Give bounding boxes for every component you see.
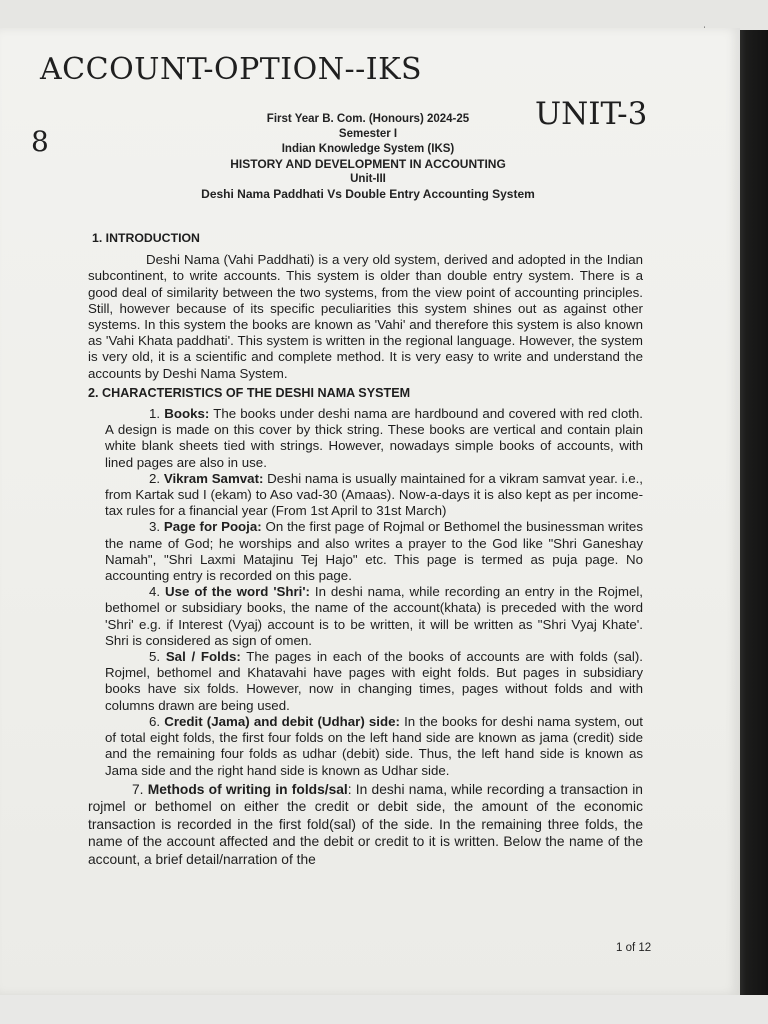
- page-number: 1 of 12: [616, 942, 652, 954]
- item-text: In deshi nama, while recording an entry in the Rojmel, bethomel or subsidiary books, the name of the account(khata) is preceded with the word 'Shri' e.g. if Interest (Vyaj) account is to be written, it will be written as "Shri Vyaj Khate'. Shri is considered as sign of omen.: [105, 584, 643, 648]
- header-semester: Semester I: [338, 128, 398, 140]
- header-course: First Year B. Com. (Honours) 2024-25: [266, 113, 470, 125]
- handwritten-unit: UNIT-3: [535, 96, 648, 132]
- list-item: 1. Books: The books under deshi nama are hardbound and covered with red cloth. A design is made on this cover by thick string. These books are vertical and contain plain white blank sheets tied with strings. However, nowadays simple books of accounts, with lined pages are also in use.: [105, 406, 643, 470]
- corner-mark: ˈ: [703, 26, 707, 37]
- item-label: Credit (Jama) and debit (Udhar) side:: [164, 713, 400, 729]
- list-item: 4. Use of the word 'Shri': In deshi nama, while recording an entry in the Rojmel, bethomel or subsidiary books, the name of the account(khata) is preceded with the word 'Shri' e.g. if Interest (Vyaj) account is to be written, it will be written as "Shri Vyaj Khate'. Shri is considered as sign of omen.: [105, 584, 643, 648]
- header-topic: HISTORY AND DEVELOPMENT IN ACCOUNTING: [230, 157, 506, 171]
- item-label: Page for Pooja:: [163, 519, 262, 535]
- list-item: 2. Vikram Samvat: Deshi nama is usually maintained for a vikram samvat year. i.e., from Kartak sud I (ekam) to Aso vad-30 (Amaas). Now-a-days it is also kept as per income-tax rules for a financial year (From 1st April to 31st March): [105, 470, 644, 519]
- header-unit: Unit-III: [350, 173, 386, 185]
- document-header: [150, 112, 586, 202]
- introduction-paragraph: Deshi Nama (Vahi Paddhati) is a very old system, derived and adopted in the Indian subcontinent, to write accounts. This system is older than double entry system. There is a good deal of similarity between the two systems, from the view point of accounting principles. Still, however because of its specific peculiarities this system shines out as against other systems. In this system the books are known as 'Vahi' and therefore this system is also known as 'Vahi Khata paddhati'. This system is written in the regional language. However, the system is very old, it is a scientific and complete method. It is very easy to write and understand the accounts by Deshi Nama System.: [88, 252, 643, 381]
- background-bottom: [0, 995, 768, 1024]
- item-text: The pages in each of the books of accounts are with folds (sal). Rojmel, bethomel and Khatavahi have pages with eight folds. But pages in subsidiary books have six folds. However, now in changing times, pages without folds and with columns drawn are being used.: [105, 649, 643, 713]
- item-text: On the first page of Rojmal or Bethomel the businessman writes the name of God; he worships and also writes a prayer to the God like "Shri Ganeshay Namah", "Shri Laxmi Matajinu Tej Hajo" etc. This page is termed as puja page. No accounting entry is recorded on this page.: [105, 519, 643, 584]
- item-text: The books under deshi nama are hardbound and covered with red cloth. A design is made on this cover by thick string. These books are vertical and contain plain white blank sheets tied with strings. However, nowadays simple books of accounts, with lined pages are also in use.: [105, 406, 643, 470]
- item-text: : In deshi nama, while recording a transaction in rojmel or bethomel on either the credit or debit side, the amount of the economic transaction is recorded in the first fold(sal) of the side. In the remaining three folds, the name of the account affected and the debit or credit to it is written. Below the name of the account, a brief detail/narration of the: [88, 781, 643, 867]
- list-item: 7. Methods of writing in folds/sal: In deshi nama, while recording a transaction in rojmel or bethomel on either the credit or debit side, the amount of the economic transaction is recorded in the first fold(sal) of the side. In the remaining three folds, the name of the account affected and the debit or credit to it is written. Below the name of the account, a brief detail/narration of the: [88, 781, 643, 867]
- handwritten-number: 8: [31, 125, 49, 158]
- item-text: In the books for deshi nama system, out of total eight folds, the first four folds on the left hand side are known as jama (credit) side and the remaining four folds as udhar (debit) side. Thus, the left hand side is known as Jama side and the right hand side is known as Udhar side.: [105, 713, 644, 778]
- item-label: Sal / Folds:: [165, 649, 241, 665]
- list-item: 6. Credit (Jama) and debit (Udhar) side: In the books for deshi nama system, out of total eight folds, the first four folds on the left hand side are known as jama (credit) side and the remaining four folds as udhar (debit) side. Thus, the left hand side is known as Jama side and the right hand side is known as Udhar side.: [105, 713, 644, 778]
- document-body: [88, 230, 643, 868]
- item-label: Use of the word 'Shri':: [165, 584, 310, 600]
- list-item: 3. Page for Pooja: On the first page of Rojmal or Bethomel the businessman writes the name of God; he worships and also writes a prayer to the God like "Shri Ganeshay Namah", "Shri Laxmi Matajinu Tej Hajo" etc. This page is termed as puja page. No accounting entry is recorded on this page.: [105, 519, 643, 584]
- header-subject: Indian Knowledge System (IKS): [281, 143, 455, 155]
- header-subtitle: Deshi Nama Paddhati Vs Double Entry Accounting System: [201, 187, 535, 201]
- section-heading-characteristics: 2. CHARACTERISTICS OF THE DESHI NAMA SYSTEM: [88, 385, 411, 400]
- item-label: Books:: [164, 406, 210, 422]
- item-text: Deshi nama is usually maintained for a vikram samvat year. i.e., from Kartak sud I (ekam) to Aso vad-30 (Amaas). Now-a-days it is also kept as per income-tax rules for a financial year (From 1st April to 31st March): [105, 470, 644, 519]
- item-label: Methods of writing in folds/sal: [147, 781, 348, 797]
- handwritten-title: ACCOUNT-OPTION--IKS: [40, 52, 423, 87]
- background-top: [0, 0, 768, 30]
- section-heading-introduction: 1. INTRODUCTION: [92, 231, 200, 245]
- list-item: 5. Sal / Folds: The pages in each of the books of accounts are with folds (sal). Rojmel, bethomel and Khatavahi have pages with eight folds. But pages in subsidiary books have six folds. However, now in changing times, pages without folds and with columns drawn are being used.: [105, 649, 643, 713]
- item-label: Vikram Samvat:: [163, 470, 264, 486]
